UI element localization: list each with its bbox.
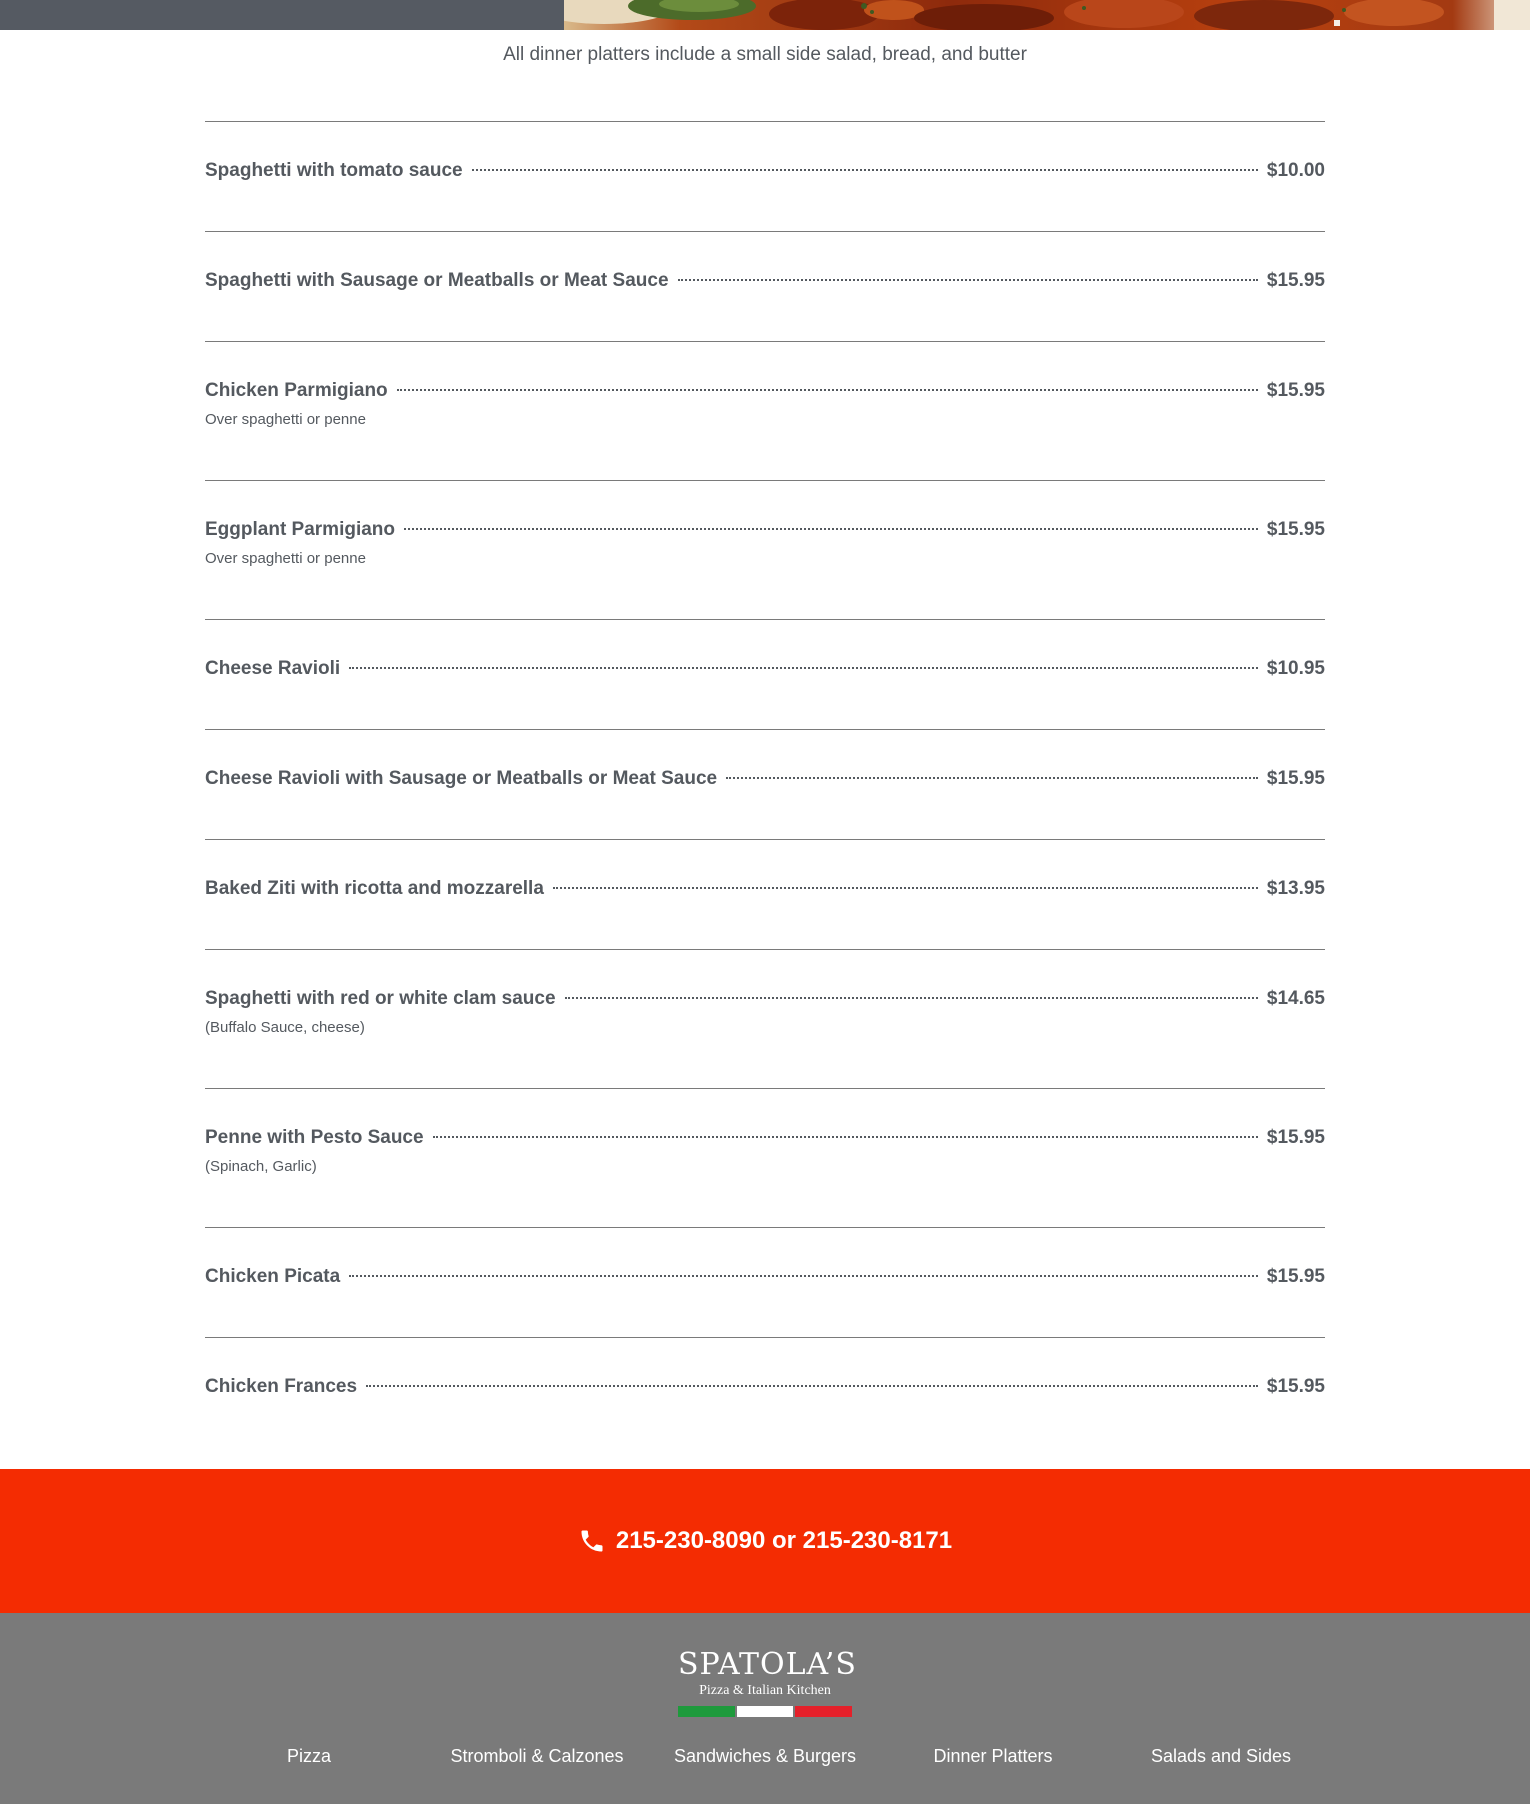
dotted-leader [433, 1136, 1258, 1138]
menu-item [205, 1227, 1325, 1337]
menu-item-name: Chicken Picata [205, 1266, 341, 1287]
menu-intro: All dinner platters include a small side salad, bread, and butter [503, 44, 1027, 65]
spatolas-logo[interactable] [678, 1647, 857, 1728]
menu-item-name: Cheese Ravioli [205, 658, 341, 679]
logo-tagline: Pizza & Italian Kitchen [699, 1683, 831, 1698]
menu-item-name: Spaghetti with Sausage or Meatballs or Meat Sauce [205, 270, 669, 291]
menu-item-price: $15.95 [1266, 1127, 1325, 1148]
menu-item-price: $13.95 [1266, 878, 1325, 899]
footer-nav [195, 1746, 1335, 1767]
dotted-leader [404, 528, 1258, 530]
menu-item [205, 121, 1325, 231]
menu-item-description: Over spaghetti or penne [205, 411, 366, 428]
dotted-leader [678, 279, 1258, 281]
menu-item-price: $15.95 [1266, 270, 1325, 291]
banner-food-image [564, 0, 1530, 30]
menu-item-name: Chicken Parmigiano [205, 380, 388, 401]
dotted-leader [366, 1385, 1258, 1387]
dinner-platters-menu [205, 121, 1325, 1447]
menu-item-price: $14.65 [1266, 988, 1325, 1009]
dotted-leader [349, 667, 1258, 669]
dotted-leader [565, 997, 1258, 999]
phone-numbers: 215-230-8090 or 215-230-8171 [615, 1527, 953, 1554]
dotted-leader [553, 887, 1258, 889]
dotted-leader [349, 1275, 1258, 1277]
phone-icon [578, 1527, 606, 1555]
menu-item-name: Chicken Frances [205, 1376, 358, 1397]
menu-item-description: (Buffalo Sauce, cheese) [205, 1019, 365, 1036]
flag-green [678, 1706, 735, 1717]
phone-call-link[interactable] [578, 1527, 952, 1555]
menu-item-name: Penne with Pesto Sauce [205, 1127, 424, 1148]
dotted-leader [472, 169, 1258, 171]
menu-item-price: $10.95 [1266, 658, 1325, 679]
menu-item-name: Eggplant Parmigiano [205, 519, 396, 540]
phone-bar [0, 1469, 1530, 1613]
menu-item [205, 341, 1325, 480]
dotted-leader [726, 777, 1258, 779]
flag-red [795, 1706, 852, 1717]
menu-item-name: Cheese Ravioli with Sausage or Meatballs or Meat Sauce [205, 768, 718, 789]
dotted-leader [397, 389, 1258, 391]
flag-white [737, 1706, 794, 1717]
footer-link-sandwiches-burgers[interactable]: Sandwiches & Burgers [673, 1746, 857, 1766]
menu-item-price: $15.95 [1266, 380, 1325, 401]
footer-link-salads-sides[interactable]: Salads and Sides [1150, 1746, 1292, 1766]
menu-item [205, 619, 1325, 729]
top-banner [0, 0, 1530, 30]
footer-link-dinner-platters[interactable]: Dinner Platters [933, 1746, 1053, 1766]
menu-item [205, 839, 1325, 949]
italian-flag-stripe [678, 1706, 852, 1717]
menu-item-price: $15.95 [1266, 1266, 1325, 1287]
menu-item-name: Baked Ziti with ricotta and mozzarella [205, 878, 544, 899]
menu-item [205, 231, 1325, 341]
menu-item [205, 1088, 1325, 1227]
menu-item [205, 949, 1325, 1088]
banner-dark-panel [0, 0, 564, 30]
menu-item-price: $10.00 [1266, 160, 1325, 181]
menu-item-price: $15.95 [1266, 1376, 1325, 1397]
menu-item [205, 729, 1325, 839]
menu-item-description: (Spinach, Garlic) [205, 1158, 317, 1175]
menu-item-price: $15.95 [1266, 519, 1325, 540]
footer-link-stromboli-calzones[interactable]: Stromboli & Calzones [450, 1746, 624, 1766]
footer [0, 1613, 1530, 1804]
menu-item-description: Over spaghetti or penne [205, 550, 366, 567]
logo-name: SPATOLA’S [678, 1647, 857, 1682]
menu-item-name: Spaghetti with red or white clam sauce [205, 988, 556, 1009]
menu-item-name: Spaghetti with tomato sauce [205, 160, 463, 181]
footer-link-pizza[interactable]: Pizza [286, 1746, 331, 1766]
menu-item-price: $15.95 [1266, 768, 1325, 789]
menu-item [205, 1337, 1325, 1447]
menu-item [205, 480, 1325, 619]
